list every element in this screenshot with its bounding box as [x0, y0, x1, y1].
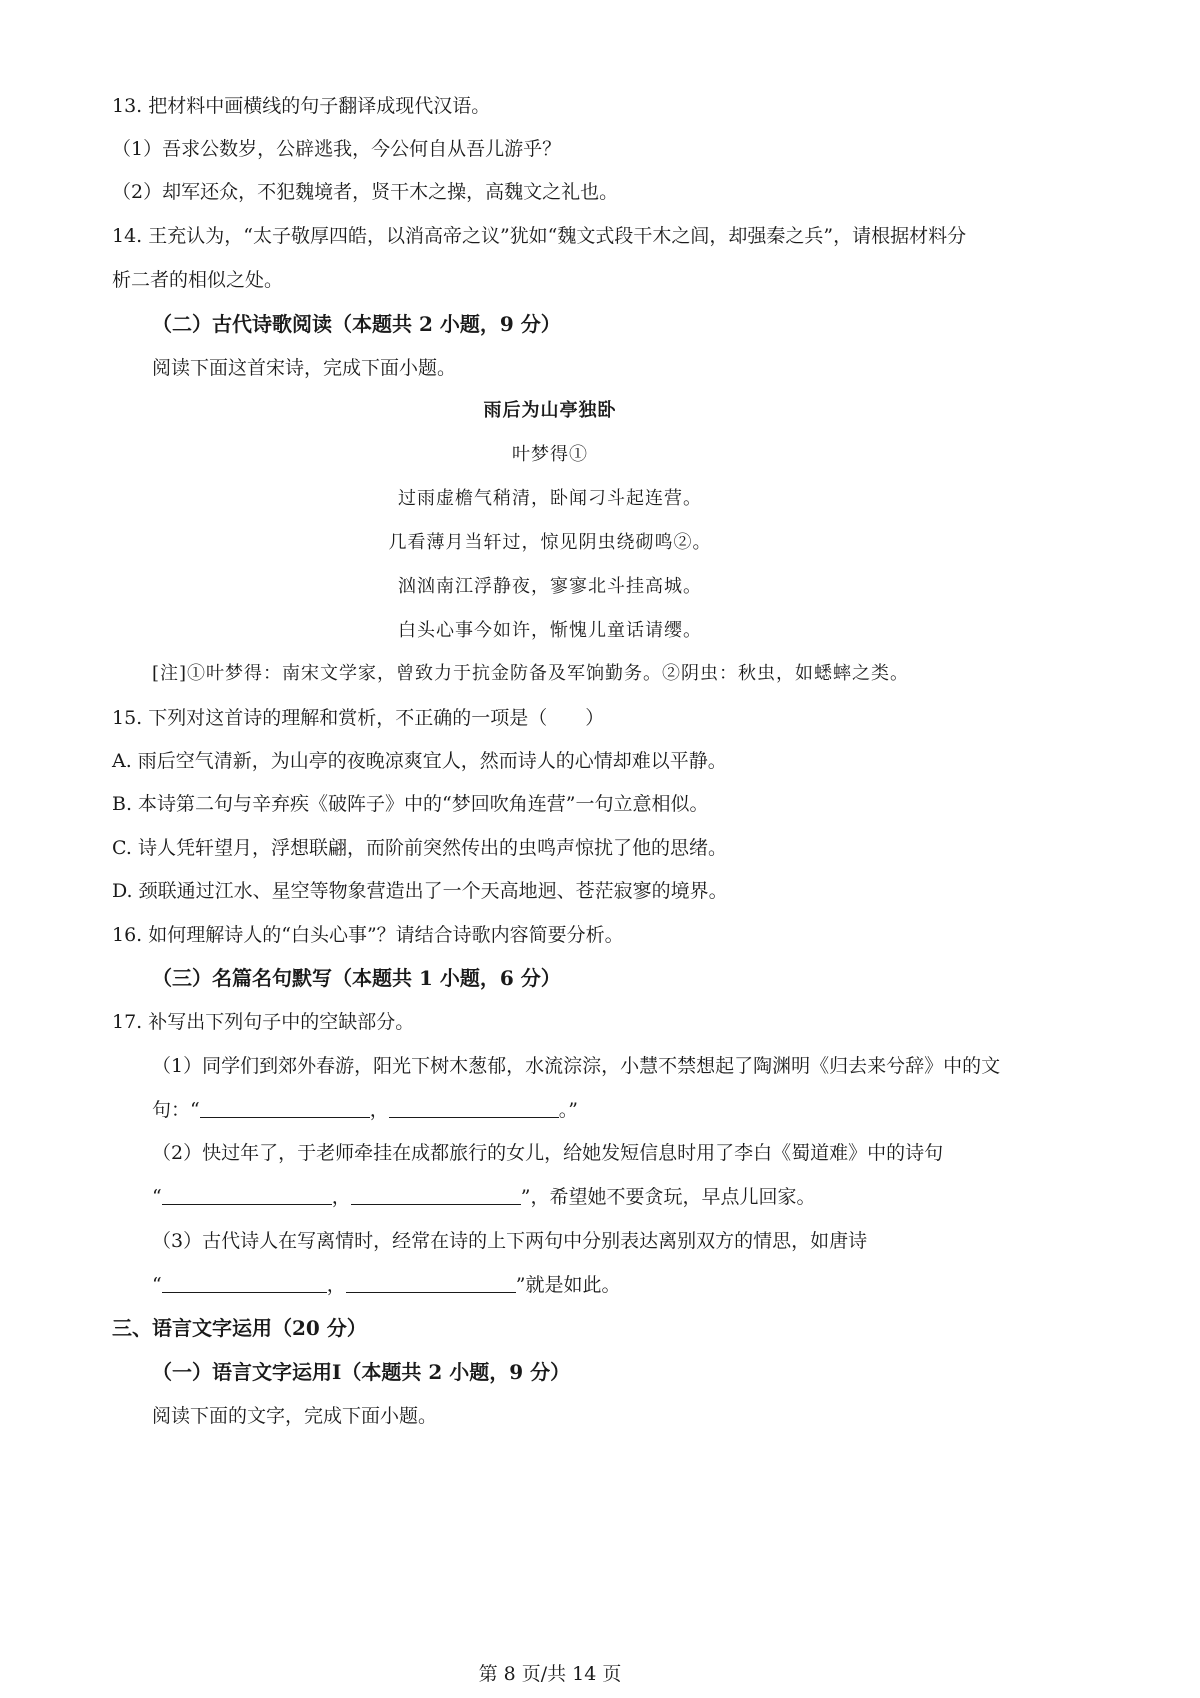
poem-line-2: 几看薄月当轩过，惊见阴虫绕砌鸣②。	[388, 532, 712, 553]
q13-sentence-1: （1）吾求公数岁，公辟逃我，今公何自从吾儿游乎？	[112, 138, 562, 160]
q13-stem: 13. 把材料中画横线的句子翻译成现代汉语。	[112, 95, 491, 117]
blank-6[interactable]	[346, 1272, 516, 1293]
poem-line-4: 白头心事今如许，惭愧儿童话请缨。	[398, 620, 702, 641]
q15-stem: 15. 下列对这首诗的理解和赏析，不正确的一项是（ ）	[112, 707, 605, 729]
part3-subsection-title: （一）语言文字运用Ⅰ（本题共 2 小题，9 分）	[152, 1360, 571, 1384]
blank-4[interactable]	[351, 1184, 521, 1205]
poem-author: 叶梦得①	[512, 444, 588, 465]
q14-line-2: 析二者的相似之处。	[112, 269, 284, 291]
q17-part3-line-1: （3）古代诗人在写离情时，经常在诗的上下两句中分别表达离别双方的情思，如唐诗	[152, 1230, 868, 1252]
q17-part1-prefix: 句：“	[152, 1099, 200, 1121]
poem-note: [注]①叶梦得：南宋文学家，曾致力于抗金防备及军饷勤务。②阴虫：秋虫，如蟋蟀之类。	[152, 663, 910, 684]
poetry-intro: 阅读下面这首宋诗，完成下面小题。	[152, 357, 457, 379]
q17-part2-line-2	[152, 1183, 815, 1211]
q14-line-1: 14. 王充认为，“太子敬厚四皓，以消高帝之议”犹如“魏文式段干木之闾，却强秦之兵”，请根据材料分	[112, 225, 967, 247]
blank-2[interactable]	[389, 1097, 559, 1118]
section-poetry-title: （二）古代诗歌阅读（本题共 2 小题，9 分）	[152, 312, 561, 336]
part3-title: 三、语言文字运用（20 分）	[112, 1316, 367, 1340]
poem-line-1: 过雨虚檐气稍清，卧闻刁斗起连营。	[398, 488, 702, 509]
separator-comma: ，	[331, 1186, 351, 1208]
section-recitation-title: （三）名篇名句默写（本题共 1 小题，6 分）	[152, 966, 561, 990]
open-quote: “	[152, 1274, 162, 1296]
separator-comma: ，	[369, 1099, 389, 1121]
q15-option-c: C. 诗人凭轩望月，浮想联翩，而阶前突然传出的虫鸣声惊扰了他的思绪。	[112, 837, 727, 859]
q17-part1-end: 。”	[558, 1099, 578, 1121]
q15-option-b: B. 本诗第二句与辛弃疾《破阵子》中的“梦回吹角连营”一句立意相似。	[112, 793, 709, 815]
q17-stem: 17. 补写出下列句子中的空缺部分。	[112, 1011, 415, 1033]
q17-part2-line-1: （2）快过年了，于老师牵挂在成都旅行的女儿，给她发短信息时用了李白《蜀道难》中的诗句	[152, 1142, 944, 1164]
poem-line-3: 汹汹南江浮静夜，寥寥北斗挂高城。	[398, 576, 702, 597]
page-footer: 第 8 页/共 14 页	[478, 1663, 622, 1685]
q17-part2-end: ”，希望她不要贪玩，早点儿回家。	[520, 1186, 816, 1208]
blank-5[interactable]	[162, 1272, 327, 1293]
separator-comma: ，	[326, 1274, 346, 1296]
q15-option-d: D. 颈联通过江水、星空等物象营造出了一个天高地迥、苍茫寂寥的境界。	[112, 880, 728, 902]
part3-intro: 阅读下面的文字，完成下面小题。	[152, 1405, 438, 1427]
q17-part1-line-1: （1）同学们到郊外春游，阳光下树木葱郁，水流淙淙，小慧不禁想起了陶渊明《归去来兮辞》中的文	[152, 1055, 1001, 1077]
q16-stem: 16. 如何理解诗人的“白头心事”？请结合诗歌内容简要分析。	[112, 924, 624, 946]
q17-part3-line-2	[152, 1271, 620, 1299]
open-quote: “	[152, 1186, 162, 1208]
blank-1[interactable]	[200, 1097, 370, 1118]
q15-option-a: A. 雨后空气清新，为山亭的夜晚凉爽宜人，然而诗人的心情却难以平静。	[112, 750, 727, 772]
q17-part3-end: ”就是如此。	[515, 1274, 621, 1296]
q13-sentence-2: （2）却军还众，不犯魏境者，贤干木之操，高魏文之礼也。	[112, 181, 619, 203]
blank-3[interactable]	[162, 1184, 332, 1205]
q17-part1-line-2	[152, 1096, 578, 1124]
poem-title: 雨后为山亭独卧	[483, 400, 617, 421]
